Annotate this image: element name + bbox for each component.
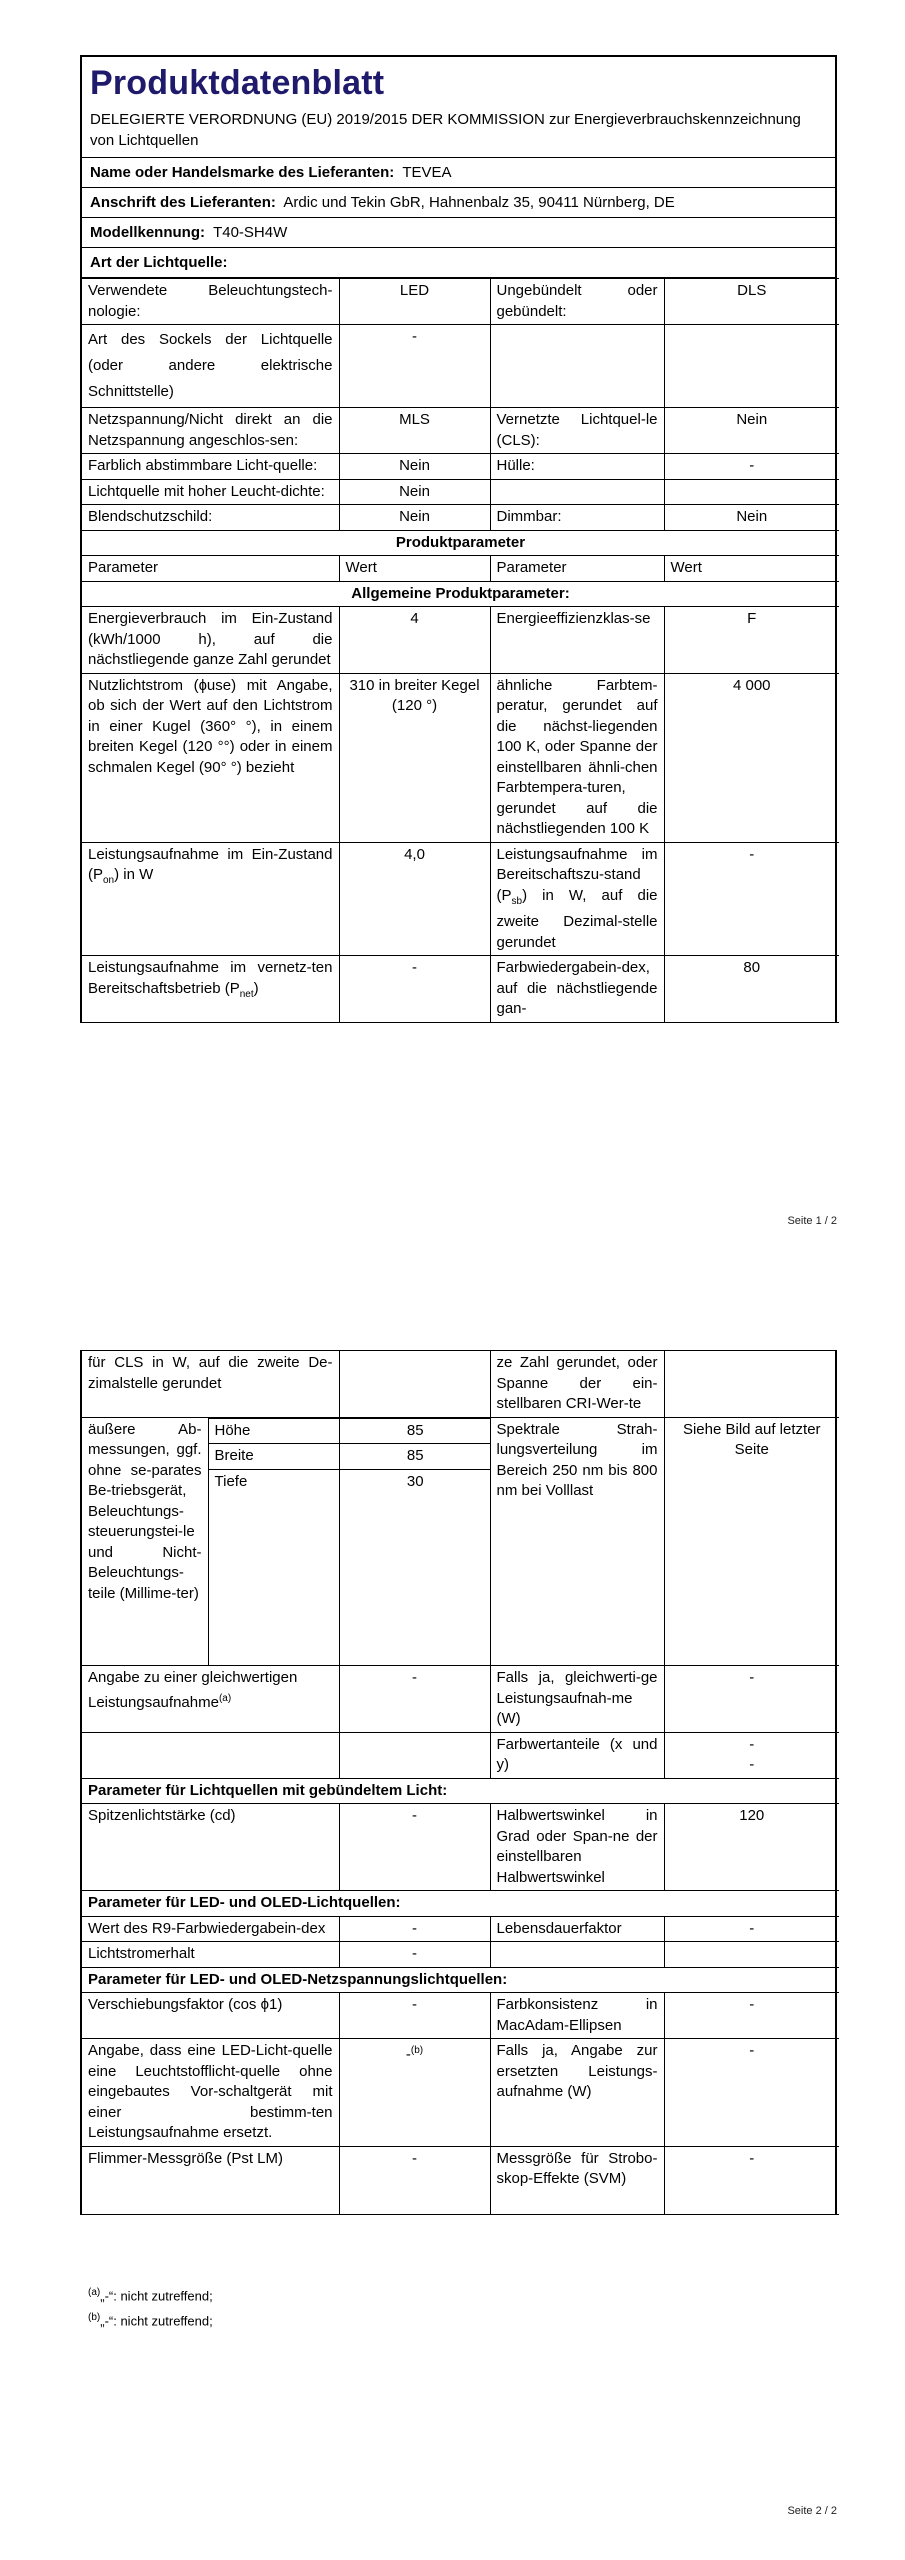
table-row bbox=[82, 1417, 839, 1666]
table-row bbox=[82, 1732, 839, 1778]
light-source-table bbox=[82, 278, 839, 1023]
beam-label: Halbwertswinkel in Grad oder Span-ne der einstellbaren Halbwertswinkel bbox=[490, 1804, 664, 1891]
tech-label: Verwendete Beleuchtungstech-nologie: bbox=[82, 279, 339, 325]
energy-value: 4 bbox=[339, 607, 490, 674]
socket-label: Art des Sockels der Lichtquelle (oder andere elektrische Schnittstelle) bbox=[82, 325, 339, 408]
psb-label: Leistungsaufnahme im Bereitschaftszu-stand $(P_{sb})$ in W, auf die zweite Dezimal-stelle gerundet bbox=[490, 842, 664, 956]
supplier-name-label: Name oder Handelsmarke des Lieferanten: bbox=[90, 164, 395, 181]
table-row bbox=[82, 673, 839, 842]
datasheet-page-2 bbox=[80, 1350, 837, 2215]
table-row bbox=[82, 607, 839, 674]
peak-label: Spitzenlichtstärke (cd) bbox=[82, 1804, 339, 1891]
glare-label: Blendschutzschild: bbox=[82, 505, 339, 531]
table-row bbox=[82, 2146, 839, 2214]
strobo-value: - bbox=[664, 2146, 839, 2214]
r9-label: Wert des R9-Farbwiedergabein-dex bbox=[82, 1916, 339, 1942]
tunable-label: Farblich abstimmbare Licht-quelle: bbox=[82, 454, 339, 480]
table-row bbox=[82, 530, 839, 556]
datasheet-page-1 bbox=[80, 55, 837, 1023]
maint-label: Lichtstromerhalt bbox=[82, 1942, 339, 1968]
dimmable-label: Dimmbar: bbox=[490, 505, 664, 531]
width-label: Breite bbox=[209, 1444, 340, 1470]
replace-value: -$^{(b)}$ bbox=[339, 2039, 490, 2147]
page-2 bbox=[0, 1280, 905, 2560]
width-value: 85 bbox=[340, 1444, 491, 1470]
chroma-y: - bbox=[749, 1756, 755, 1773]
envelope-value: - bbox=[664, 454, 839, 480]
height-label: Höhe bbox=[209, 1418, 340, 1444]
table-row bbox=[82, 1942, 839, 1968]
table-row bbox=[82, 1778, 839, 1804]
flicker-label: Flimmer-Messgröße (Pst LM) bbox=[82, 2146, 339, 2214]
survival-label: Lebensdauerfaktor bbox=[490, 1916, 664, 1942]
tunable-value: Nein bbox=[339, 454, 490, 480]
dimmable-value: Nein bbox=[664, 505, 839, 531]
cri-label-cont: ze Zahl gerundet, oder Spanne der ein-stellbaren CRI-Wer-te bbox=[490, 1351, 664, 1417]
peak-value: - bbox=[339, 1804, 490, 1891]
table-row bbox=[82, 956, 839, 1023]
equiv-label: Angabe zu einer gleichwertigen Leistungsaufnahme$^{(a)}$ bbox=[82, 1666, 339, 1733]
pon-value: 4,0 bbox=[339, 842, 490, 956]
pnet-label: Leistungsaufnahme im vernetz-ten Bereitschaftsbetrieb $(P_{net})$ bbox=[82, 956, 339, 1023]
model-value: T40-SH4W bbox=[213, 224, 288, 241]
table-row bbox=[82, 454, 839, 480]
consist-label: Farbkonsistenz in MacAdam-Ellipsen bbox=[490, 1993, 664, 2039]
col-value-header: Wert bbox=[339, 556, 490, 582]
table-row bbox=[82, 325, 839, 408]
table-row bbox=[82, 1967, 839, 1993]
psb-value: - bbox=[664, 842, 839, 956]
high-luminance-label: Lichtquelle mit hoher Leucht-dichte: bbox=[82, 479, 339, 505]
envelope-label: Hülle: bbox=[490, 454, 664, 480]
r9-value: - bbox=[339, 1916, 490, 1942]
light-source-type-heading: Art der Lichtquelle: bbox=[82, 248, 835, 278]
led-mains-heading: Parameter für LED- und OLED-Netzspannungslichtquellen: bbox=[82, 1967, 839, 1993]
replace-yes-value: - bbox=[664, 2039, 839, 2147]
table-row bbox=[82, 1891, 839, 1917]
params-table-continued bbox=[82, 1351, 839, 2215]
supplier-address-row bbox=[82, 188, 835, 218]
eff-class-value: F bbox=[664, 607, 839, 674]
table-row bbox=[82, 1916, 839, 1942]
supplier-name-row bbox=[82, 158, 835, 188]
eff-class-label: Energieeffizienzklas-se bbox=[490, 607, 664, 674]
model-row bbox=[82, 218, 835, 248]
flux-label: Nutzlichtstrom (ɸuse) mit Angabe, ob sich der Wert auf den Lichtstrom in einer Kugel (360° °), in einem breiten Kegel (120 °°) oder in einem schmalen Kegel (90° °) bezieht bbox=[82, 673, 339, 842]
table-row bbox=[82, 1351, 839, 1417]
tech-value: LED bbox=[339, 279, 490, 325]
page-title: Produktdatenblatt bbox=[90, 64, 385, 102]
directional-heading: Parameter für Lichtquellen mit gebündeltem Licht: bbox=[82, 1778, 839, 1804]
strobo-label: Messgröße für Strobo-skop-Effekte (SVM) bbox=[490, 2146, 664, 2214]
dimensions-table bbox=[209, 1418, 491, 1666]
chroma-x: - bbox=[749, 1735, 755, 1753]
cct-value: 4 000 bbox=[664, 673, 839, 842]
supplier-address-label: Anschrift des Lieferanten: bbox=[90, 194, 276, 211]
table-row bbox=[82, 479, 839, 505]
page-number: Seite 1 / 2 bbox=[787, 1215, 837, 1227]
networked-value: Nein bbox=[664, 408, 839, 454]
equiv-value: - bbox=[339, 1666, 490, 1733]
col-param-header: Parameter bbox=[490, 556, 664, 582]
product-params-heading: Produktparameter bbox=[82, 530, 839, 556]
socket-value: - bbox=[339, 325, 490, 408]
equiv-yes-value: - bbox=[664, 1666, 839, 1733]
title-block bbox=[82, 57, 835, 158]
table-row bbox=[209, 1469, 491, 1665]
flux-value: 310 in breiter Kegel (120 °) bbox=[339, 673, 490, 842]
pnet-label-cont: für CLS in W, auf die zweite De-zimalstelle gerundet bbox=[82, 1351, 339, 1417]
depth-value: 30 bbox=[340, 1469, 491, 1665]
mains-label: Netzspannung/Nicht direkt an die Netzspannung angeschlos-sen: bbox=[82, 408, 339, 454]
height-value: 85 bbox=[340, 1418, 491, 1444]
col-param-header: Parameter bbox=[82, 556, 339, 582]
general-params-heading: Allgemeine Produktparameter: bbox=[82, 581, 839, 607]
supplier-name-value: TEVEA bbox=[402, 164, 452, 181]
high-luminance-value: Nein bbox=[339, 479, 490, 505]
maint-value: - bbox=[339, 1942, 490, 1968]
spectral-label: Spektrale Strah-lungsverteilung im Bereich 250 nm bis 800 nm bei Volllast bbox=[490, 1417, 664, 1666]
replace-label: Angabe, dass eine LED-Licht-quelle eine Leuchtstofflicht-quelle ohne eingebautes Vor-schaltgerät mit einer bestimm-ten Leistungsaufnahme ersetzt. bbox=[82, 2039, 339, 2147]
spectral-value: Siehe Bild auf letzter Seite bbox=[664, 1417, 839, 1666]
chroma-values bbox=[664, 1732, 839, 1778]
table-row bbox=[82, 408, 839, 454]
pnet-value: - bbox=[339, 956, 490, 1023]
table-row bbox=[209, 1444, 491, 1470]
footnote-b: $^{(b)}$„-“: nicht zutreffend; bbox=[88, 2312, 213, 2329]
networked-label: Vernetzte Lichtquel-le (CLS): bbox=[490, 408, 664, 454]
survival-value: - bbox=[664, 1916, 839, 1942]
equiv-yes-label: Falls ja, gleichwerti-ge Leistungsaufnah-me (W) bbox=[490, 1666, 664, 1733]
col-value-header: Wert bbox=[664, 556, 839, 582]
led-heading: Parameter für LED- und OLED-Lichtquellen: bbox=[82, 1891, 839, 1917]
consist-value: - bbox=[664, 1993, 839, 2039]
table-row bbox=[82, 1804, 839, 1891]
table-row bbox=[82, 842, 839, 956]
focus-value: DLS bbox=[664, 279, 839, 325]
glare-value: Nein bbox=[339, 505, 490, 531]
disp-label: Verschiebungsfaktor (cos ϕ1) bbox=[82, 1993, 339, 2039]
beam-value: 120 bbox=[664, 1804, 839, 1891]
supplier-address-value: Ardic und Tekin GbR, Hahnenbalz 35, 90411 Nürnberg, DE bbox=[283, 194, 675, 211]
cri-label: Farbwiedergabein-dex, auf die nächstliegende gan- bbox=[490, 956, 664, 1023]
cct-label: ähnliche Farbtem-peratur, gerundet auf die nächst-liegenden 100 K, oder Spanne der einstellbaren ähnli-chen Farbtempera-turen, gerundet auf die nächstliegenden 100 K bbox=[490, 673, 664, 842]
energy-label: Energieverbrauch im Ein-Zustand (kWh/1000 h), auf die nächstliegende ganze Zahl gerundet bbox=[82, 607, 339, 674]
dimensions-label: äußere Ab-messungen, ggf. ohne se-parates Be-triebsgerät, Beleuchtungs-steuerungstei-le und Nicht-Beleuchtungs-teile (Millime-ter) bbox=[82, 1417, 208, 1666]
table-row bbox=[82, 505, 839, 531]
flicker-value: - bbox=[339, 2146, 490, 2214]
replace-yes-label: Falls ja, Angabe zur ersetzten Leistungs-aufnahme (W) bbox=[490, 2039, 664, 2147]
table-header-row bbox=[82, 556, 839, 582]
footnotes bbox=[88, 2282, 213, 2333]
pon-label: Leistungsaufnahme im Ein-Zustand $(P_{on})$ in W bbox=[82, 842, 339, 956]
table-row bbox=[209, 1418, 491, 1444]
disp-value: - bbox=[339, 1993, 490, 2039]
table-row bbox=[82, 2039, 839, 2147]
table-row bbox=[82, 1993, 839, 2039]
mains-value: MLS bbox=[339, 408, 490, 454]
cri-value: 80 bbox=[664, 956, 839, 1023]
model-label: Modellkennung: bbox=[90, 224, 205, 241]
chroma-label: Farbwertanteile (x und y) bbox=[490, 1732, 664, 1778]
footnote-a: $^{(a)}$„-“: nicht zutreffend; bbox=[88, 2287, 213, 2304]
table-row bbox=[82, 279, 839, 325]
table-row bbox=[82, 581, 839, 607]
page-number: Seite 2 / 2 bbox=[787, 2505, 837, 2517]
focus-label: Ungebündelt oder gebündelt: bbox=[490, 279, 664, 325]
table-row bbox=[82, 1666, 839, 1733]
regulation-subtitle: DELEGIERTE VERORDNUNG (EU) 2019/2015 DER KOMMISSION zur Energieverbrauchskennzeichnung von Lichtquellen bbox=[90, 111, 801, 149]
depth-label: Tiefe bbox=[209, 1469, 340, 1665]
